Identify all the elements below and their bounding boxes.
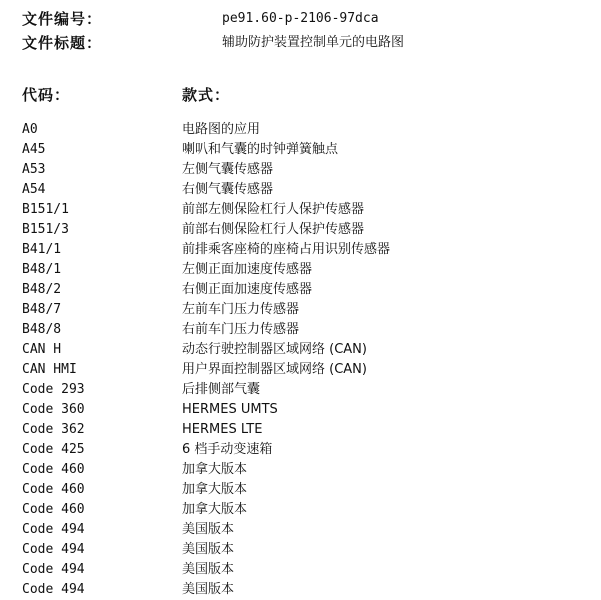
- style-cell: 美国版本: [182, 582, 235, 597]
- style-cell: 加拿大版本: [182, 502, 248, 517]
- table-row: [22, 560, 592, 580]
- code-cell: B41/1: [22, 242, 62, 257]
- table-row: [22, 340, 592, 360]
- style-cell: 前部左侧保险杠行人保护传感器: [182, 202, 365, 217]
- code-cell: B151/1: [22, 202, 69, 217]
- style-cell: 右前车门压力传感器: [182, 322, 300, 337]
- table-row: [22, 360, 592, 380]
- table-row: [22, 180, 592, 200]
- code-cell: Code 360: [22, 402, 85, 417]
- code-cell: Code 293: [22, 382, 85, 397]
- code-table: [22, 120, 592, 600]
- table-row: [22, 300, 592, 320]
- style-cell: 前排乘客座椅的座椅占用识别传感器: [182, 242, 391, 257]
- style-cell: 美国版本: [182, 542, 235, 557]
- table-row: [22, 120, 592, 140]
- table-row: [22, 440, 592, 460]
- style-cell: 右侧气囊传感器: [182, 182, 274, 197]
- code-cell: Code 425: [22, 442, 85, 457]
- style-cell: 左侧气囊传感器: [182, 162, 274, 177]
- doc-number-row: [22, 9, 582, 29]
- style-cell: 加拿大版本: [182, 482, 248, 497]
- table-row: [22, 480, 592, 500]
- style-cell: 美国版本: [182, 522, 235, 537]
- style-cell: 左侧正面加速度传感器: [182, 262, 313, 277]
- doc-title-value: 辅助防护装置控制单元的电路图: [222, 35, 405, 50]
- doc-title-row: [22, 33, 582, 53]
- style-cell: 左前车门压力传感器: [182, 302, 300, 317]
- style-cell: 后排侧部气囊: [182, 382, 261, 397]
- code-cell: Code 494: [22, 522, 85, 537]
- table-row: [22, 260, 592, 280]
- style-cell: 用户界面控制器区域网络 (CAN): [182, 362, 367, 377]
- code-cell: Code 460: [22, 482, 85, 497]
- style-cell: 前部右侧保险杠行人保护传感器: [182, 222, 365, 237]
- style-cell: HERMES UMTS: [182, 402, 278, 417]
- code-cell: Code 362: [22, 422, 85, 437]
- doc-number-label: 文件编号：: [22, 10, 103, 28]
- table-row: [22, 400, 592, 420]
- code-cell: B151/3: [22, 222, 69, 237]
- style-cell: 美国版本: [182, 562, 235, 577]
- table-row: [22, 320, 592, 340]
- code-cell: CAN HMI: [22, 362, 77, 377]
- doc-number-value: pe91.60-p-2106-97dca: [222, 11, 379, 26]
- code-column-header: 代码：: [22, 86, 71, 104]
- style-cell: 动态行驶控制器区域网络 (CAN): [182, 342, 367, 357]
- style-cell: 喇叭和气囊的时钟弹簧触点: [182, 142, 339, 157]
- code-cell: B48/1: [22, 262, 62, 277]
- table-row: [22, 540, 592, 560]
- code-cell: Code 494: [22, 562, 85, 577]
- table-row: [22, 380, 592, 400]
- style-cell: 电路图的应用: [182, 122, 261, 137]
- code-cell: B48/2: [22, 282, 62, 297]
- code-cell: A54: [22, 182, 46, 197]
- code-cell: B48/7: [22, 302, 62, 317]
- table-row: [22, 280, 592, 300]
- code-cell: A53: [22, 162, 46, 177]
- table-header: [22, 85, 582, 105]
- code-cell: A0: [22, 122, 38, 137]
- table-row: [22, 160, 592, 180]
- style-column-header: 款式：: [182, 86, 231, 104]
- code-cell: A45: [22, 142, 46, 157]
- table-row: [22, 460, 592, 480]
- code-cell: B48/8: [22, 322, 62, 337]
- code-cell: Code 494: [22, 582, 85, 597]
- style-cell: 6 档手动变速箱: [182, 442, 273, 457]
- table-row: [22, 220, 592, 240]
- code-cell: Code 460: [22, 462, 85, 477]
- style-cell: 右侧正面加速度传感器: [182, 282, 313, 297]
- table-row: [22, 520, 592, 540]
- code-cell: Code 460: [22, 502, 85, 517]
- table-row: [22, 200, 592, 220]
- table-row: [22, 240, 592, 260]
- table-row: [22, 500, 592, 520]
- code-cell: Code 494: [22, 542, 85, 557]
- doc-title-label: 文件标题：: [22, 34, 103, 52]
- code-cell: CAN H: [22, 342, 62, 357]
- table-row: [22, 140, 592, 160]
- style-cell: HERMES LTE: [182, 422, 263, 437]
- table-row: [22, 580, 592, 600]
- table-row: [22, 420, 592, 440]
- style-cell: 加拿大版本: [182, 462, 248, 477]
